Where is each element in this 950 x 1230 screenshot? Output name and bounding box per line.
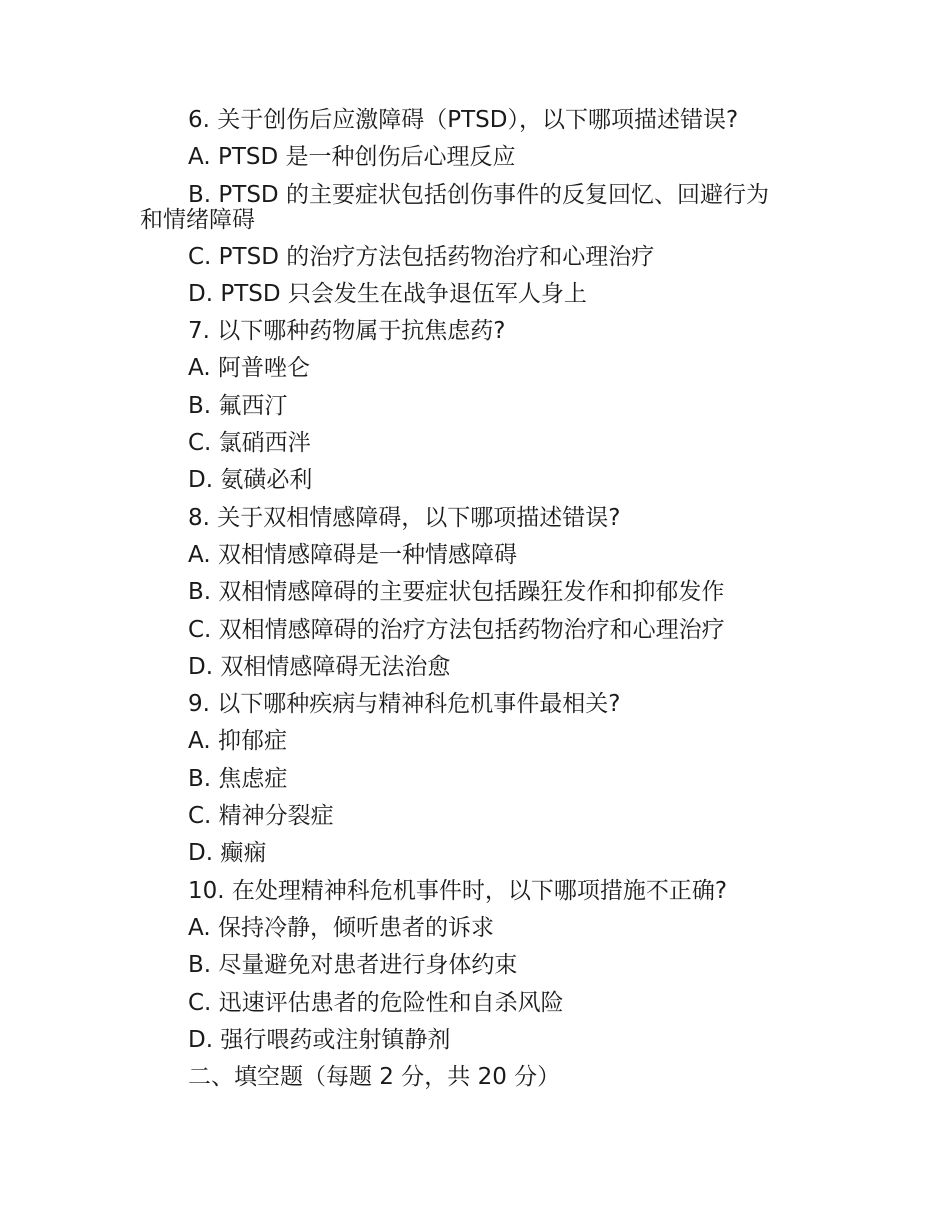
question-6-option-a: A. PTSD 是一种创伤后心理反应	[188, 144, 516, 171]
question-6-option-b-continuation: 和情绪障碍	[140, 206, 255, 233]
question-6-stem: 6. 关于创伤后应激障碍（PTSD），以下哪项描述错误?	[188, 107, 739, 133]
question-7-option-a: A. 阿普唑仑	[188, 355, 310, 382]
question-7-option-b: B. 氟西汀	[188, 392, 288, 419]
question-10-option-a: A. 保持冷静，倾听患者的诉求	[188, 914, 494, 941]
question-10-option-d: D. 强行喂药或注射镇静剂	[188, 1026, 451, 1053]
question-8-option-a: A. 双相情感障碍是一种情感障碍	[188, 541, 517, 568]
question-7-stem: 7. 以下哪种药物属于抗焦虑药?	[188, 318, 506, 345]
question-8-option-b: B. 双相情感障碍的主要症状包括躁狂发作和抑郁发作	[188, 579, 725, 606]
question-9-option-d: D. 癫痫	[188, 840, 267, 867]
question-10-option-c: C. 迅速评估患者的危险性和自杀风险	[188, 989, 564, 1016]
question-9-option-a: A. 抑郁症	[188, 728, 287, 755]
question-8-stem: 8. 关于双相情感障碍，以下哪项描述错误?	[188, 504, 621, 531]
section-heading-fill-in-blank: 二、填空题（每题 2 分，共 20 分）	[188, 1064, 561, 1091]
question-10-stem: 10. 在处理精神科危机事件时，以下哪项措施不正确?	[188, 877, 728, 904]
question-9-option-b: B. 焦虑症	[188, 765, 288, 792]
question-6-option-d: D. PTSD 只会发生在战争退伍军人身上	[188, 280, 587, 307]
question-9-stem: 9. 以下哪种疾病与精神科危机事件最相关?	[188, 691, 621, 718]
question-list	[0, 102, 950, 1096]
question-7-option-d: D. 氨磺必利	[188, 467, 313, 494]
question-6-option-b-text: B. PTSD 的主要症状包括创伤事件的反复回忆、回避行为	[188, 181, 769, 208]
question-6-option-c: C. PTSD 的治疗方法包括药物治疗和心理治疗	[188, 243, 655, 270]
question-10-option-b: B. 尽量避免对患者进行身体约束	[188, 952, 518, 979]
question-8-option-c: C. 双相情感障碍的治疗方法包括药物治疗和心理治疗	[188, 616, 725, 643]
question-6-option-b	[0, 177, 950, 239]
question-9-option-c: C. 精神分裂症	[188, 803, 334, 830]
question-7-option-c: C. 氯硝西泮	[188, 430, 311, 457]
question-8-option-d: D. 双相情感障碍无法治愈	[188, 653, 451, 680]
